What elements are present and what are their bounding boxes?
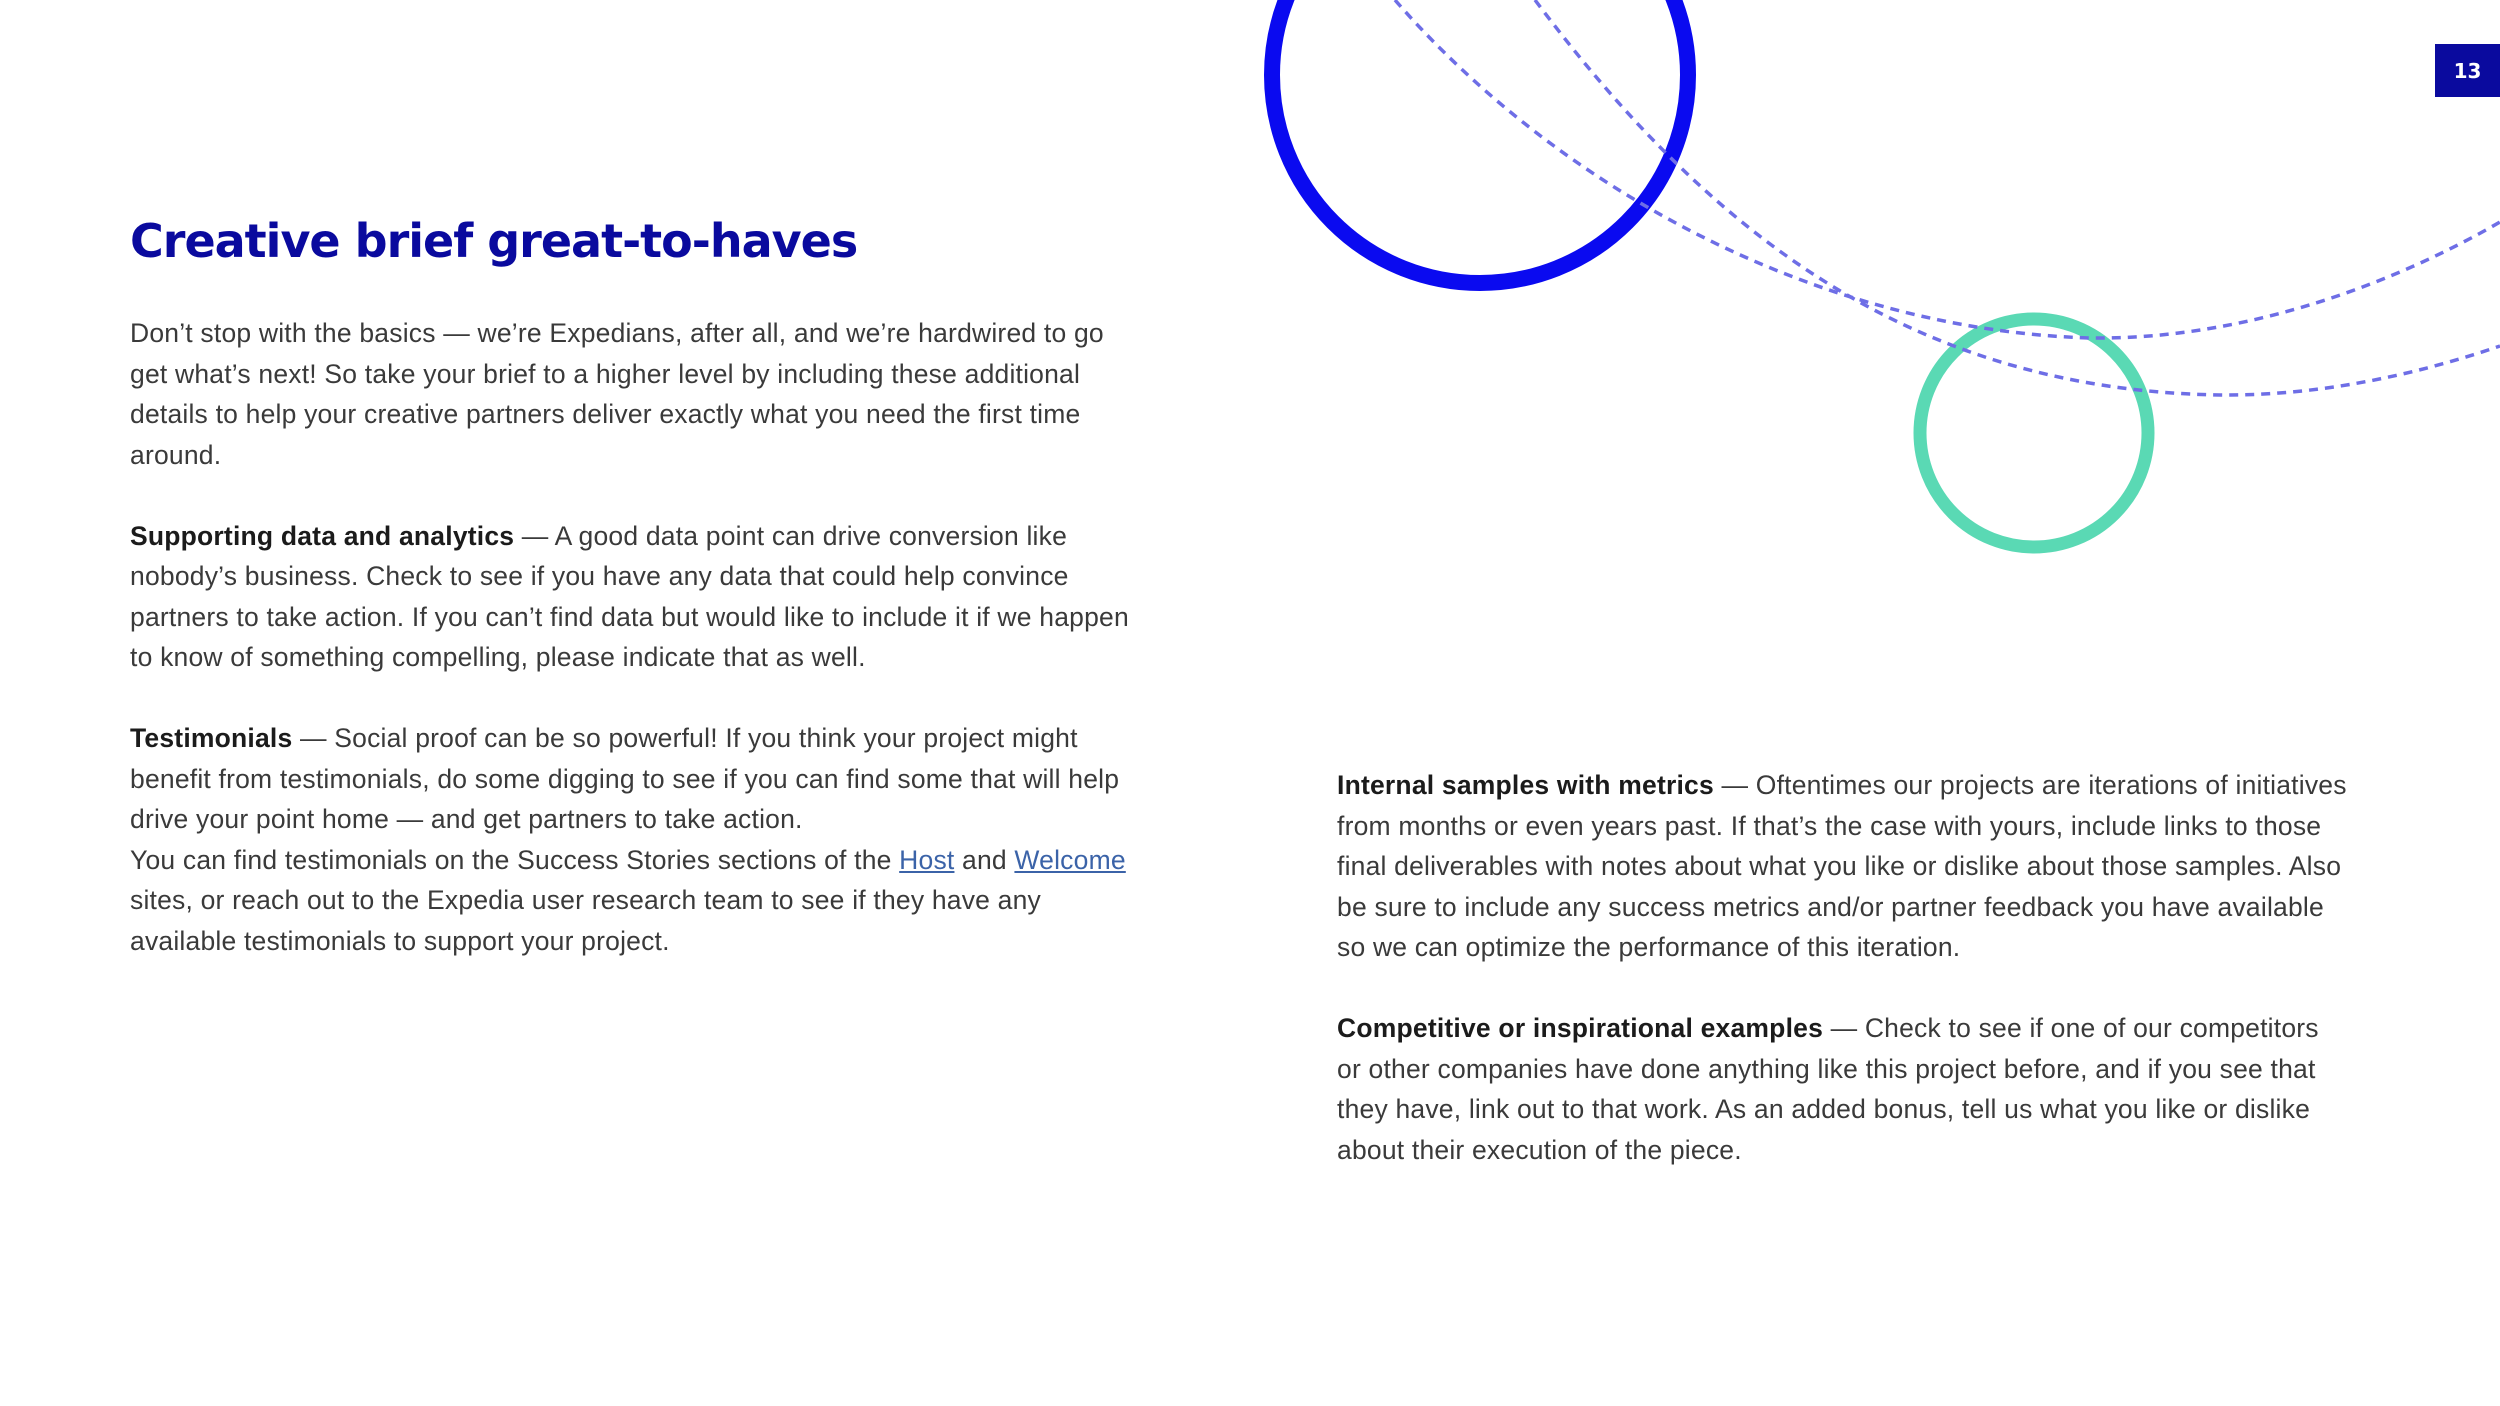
testimonials-body: — Social proof can be so powerful! If you think your project might benefit from testimonials, do some digging to see if you can find some that will help drive your point home — and get partners to take action. <box>130 723 1120 834</box>
page-title: Creative brief great-to-haves <box>130 214 858 268</box>
host-link[interactable]: Host <box>899 844 955 875</box>
testimonials-heading: Testimonials <box>130 723 293 753</box>
intro-paragraph: Don’t stop with the basics — we’re Expedians, after all, and we’re hardwired to go get what’s next! So take your brief to a higher level by including these additional details to help your creative partners deliver exactly what you need the first time around. <box>130 318 1104 470</box>
supporting-data-body: — A good data point can drive conversion like nobody’s business. Check to see if you have any data that could help convince partners to take action. If you can’t find data but would like to include it if we happen to know of something compelling, please indicate that as well. <box>130 520 1129 672</box>
testimonials-paragraph <box>130 718 1140 961</box>
testimonials-and-text: and <box>954 844 1015 875</box>
supporting-data-paragraph <box>130 516 1140 678</box>
competitive-examples-body: — Check to see if one of our competitors or other companies have done anything like this project before, and if you see that they have, link out to that work. As an added bonus, tell us what you like or dislike about their execution of the piece. <box>1337 1013 2319 1165</box>
welcome-link[interactable]: Welcome <box>1014 844 1126 875</box>
blue-ring-decoration <box>1272 0 1688 283</box>
competitive-examples-paragraph <box>1337 1008 2347 1170</box>
teal-ring-decoration <box>1920 319 2148 547</box>
dashed-arc-decoration <box>1395 0 2500 338</box>
internal-samples-paragraph <box>1337 765 2347 968</box>
internal-samples-heading: Internal samples with metrics <box>1337 770 1714 800</box>
supporting-data-heading: Supporting data and analytics <box>130 520 515 551</box>
testimonials-line2-start: You can find testimonials on the Success Stories sections of the <box>130 844 900 875</box>
competitive-examples-heading: Competitive or inspirational examples <box>1337 1013 1824 1043</box>
internal-samples-body: — Oftentimes our projects are iterations of initiatives from months or even years past. If that’s the case with yours, include links to those final deliverables with notes about what you like or dislike about those samples. Also be sure to include any success metrics and/or partner feedback you have available so we can optimize the performance of this iteration. <box>1337 770 2347 962</box>
left-column <box>130 313 1140 1002</box>
page-number-badge: 13 <box>2453 58 2482 83</box>
testimonials-line2-end: sites, or reach out to the Expedia user research team to see if they have any available testimonials to support your project. <box>130 885 1042 956</box>
right-column <box>1337 765 2347 1211</box>
